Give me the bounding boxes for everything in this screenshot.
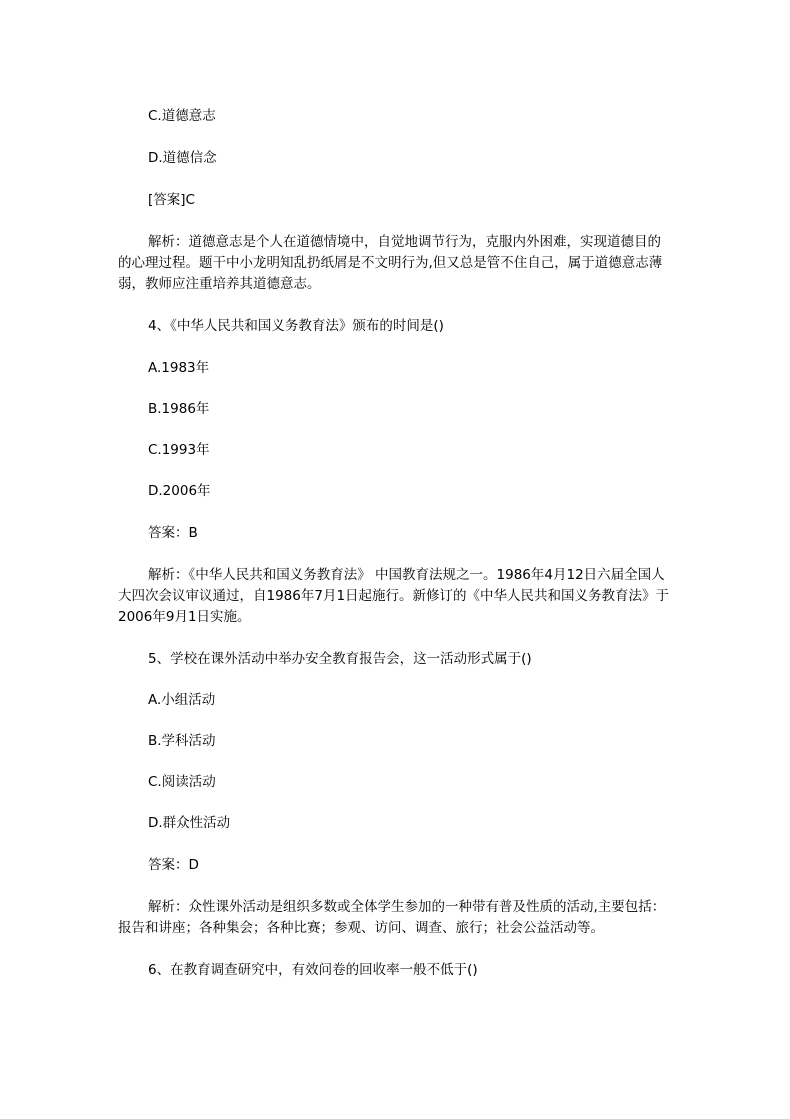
option-d: D.2006年 — [148, 483, 211, 499]
answer: [答案]C — [148, 192, 195, 208]
option-a: A.小组活动 — [148, 692, 216, 708]
question-5: 5、学校在课外活动中举办安全教育报告会，这一活动形式属于() — [148, 651, 532, 667]
option-c: C.阅读活动 — [148, 774, 216, 790]
option-b: B.1986年 — [148, 401, 210, 417]
option-a: A.1983年 — [148, 360, 210, 376]
explanation: 解析：《中华人民共和国义务教育法》 中国教育法规之一。1986年4月12日六届全国人大四次会议审议通过，自1986年7月1日起施行。新修订的《中华人民共和国义务教育法》于2006年9月1日实施。 — [118, 567, 670, 625]
explanation: 解析：道德意志是个人在道德情境中，自觉地调节行为，克服内外困难，实现道德目的的心理过程。题干中小龙明知乱扔纸屑是不文明行为,但又总是管不住自己，属于道德意志薄弱，教师应注重培养其道德意志。 — [118, 234, 663, 292]
answer: 答案：D — [148, 857, 199, 873]
option-d: D.群众性活动 — [148, 815, 231, 831]
explanation: 解析：众性课外活动是组织多数或全体学生参加的一种带有普及性质的活动,主要包括：报告和讲座；各种集会；各种比赛；参观、访问、调查、旅行；社会公益活动等。 — [118, 899, 666, 936]
answer: 答案：B — [148, 525, 198, 541]
question-6: 6、在教育调查研究中，有效问卷的回收率一般不低于() — [148, 962, 478, 978]
option-d: D.道德信念 — [148, 150, 217, 166]
option-b: B.学科活动 — [148, 733, 216, 749]
option-c: C.1993年 — [148, 442, 210, 458]
question-4: 4、《中华人民共和国义务教育法》颁布的时间是() — [148, 318, 444, 334]
option-c: C.道德意志 — [148, 108, 216, 124]
